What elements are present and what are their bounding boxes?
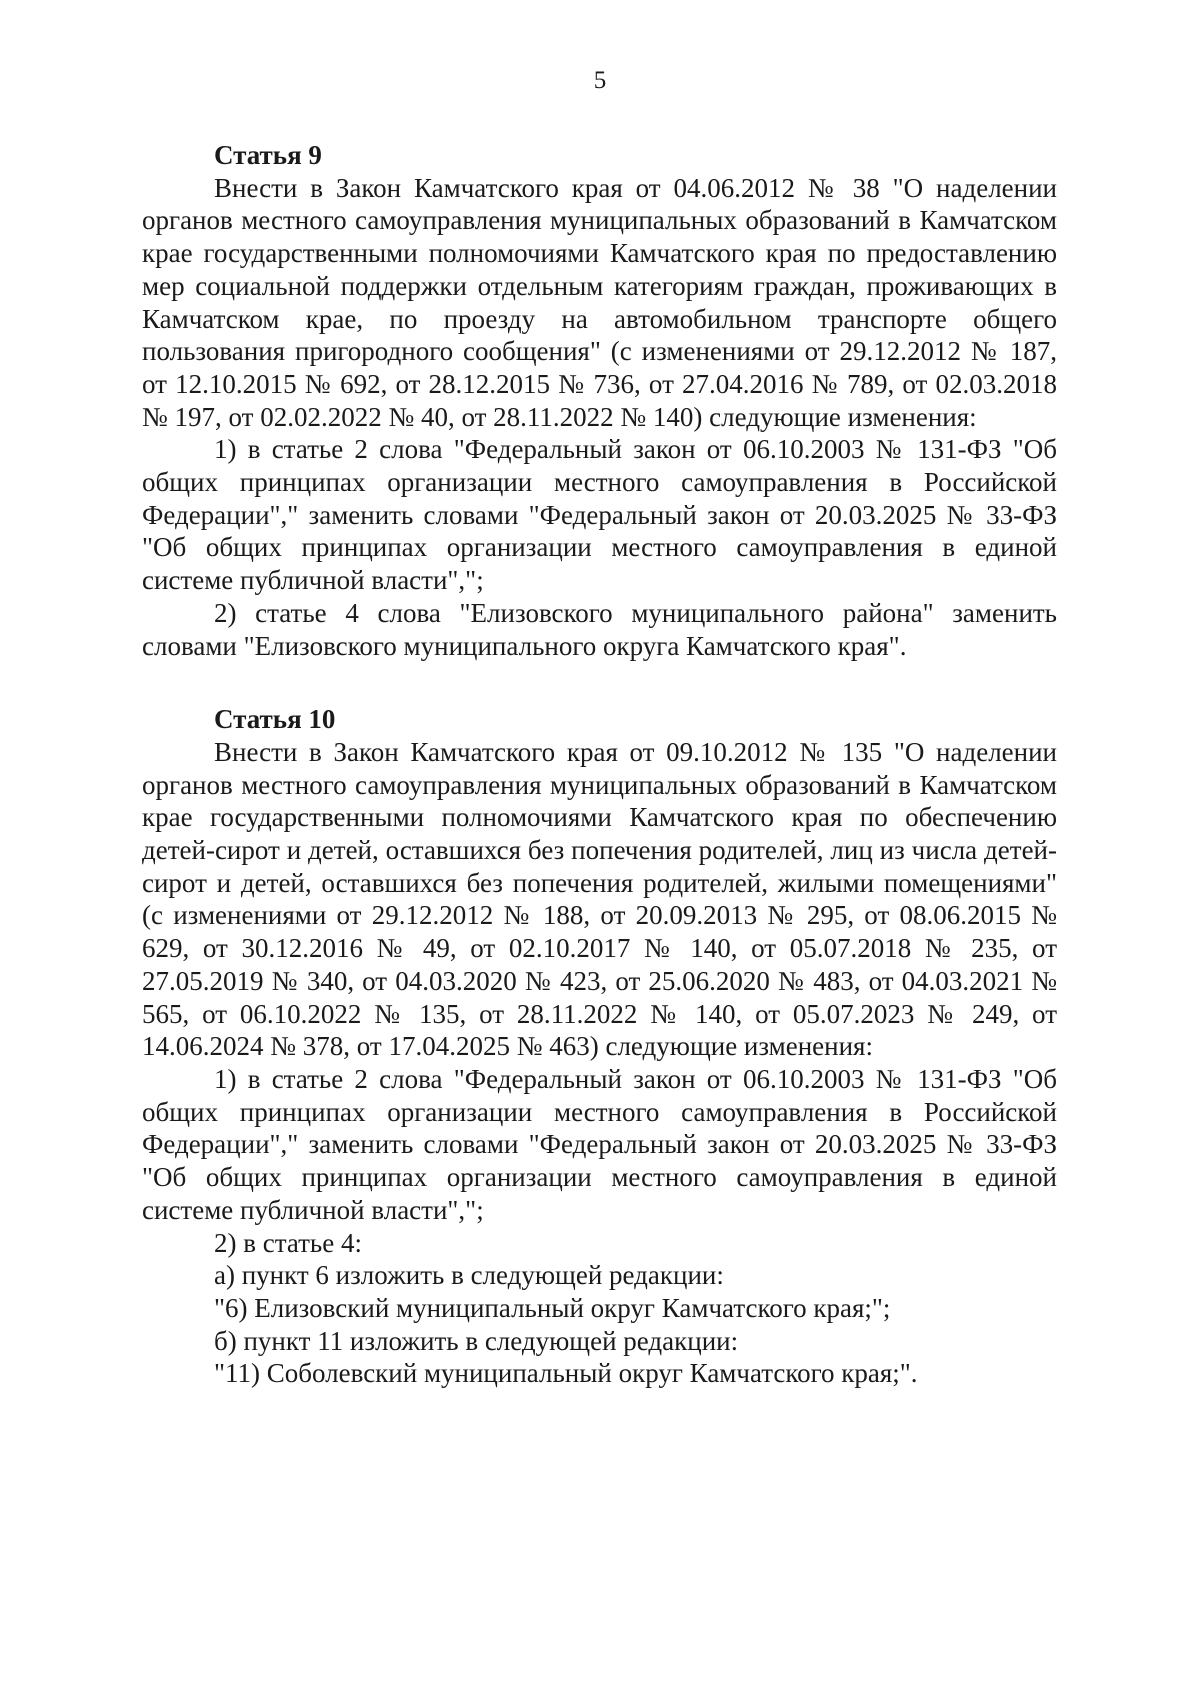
amendment-subitem: б) пункт 11 изложить в следующей редакции: xyxy=(214,1325,739,1356)
amendment-item: 1) в статье 2 слова "Федеральный закон от 06.10.2003 № 131-ФЗ "Об общих принципах организации местного самоуправления в Российской Федерации"," заменить словами "Федеральный закон от 20.03.2025 № 33-ФЗ "Об общих принципах организации местного самоуправления в единой системе публичной власти","; xyxy=(142,434,1057,596)
article-10 xyxy=(142,703,1057,1390)
amendment-item: 1) в статье 2 слова "Федеральный закон от 06.10.2003 № 131-ФЗ "Об общих принципах организации местного самоуправления в Российской Федерации"," заменить словами "Федеральный закон от 20.03.2025 № 33-ФЗ "Об общих принципах организации местного самоуправления в единой системе публичной власти","; xyxy=(142,1063,1057,1225)
amendment-item: 2) в статье 4: xyxy=(214,1227,362,1258)
section-spacer xyxy=(142,662,1057,703)
article-heading: Статья 9 xyxy=(214,140,322,170)
amendment-item: 2) статье 4 слова "Елизовского муниципального района" заменить словами "Елизовского муниципального округа Камчатского края". xyxy=(142,597,1057,661)
article-9 xyxy=(142,139,1057,662)
amendment-subitem: "6) Елизовский муниципальный округ Камчатского края;"; xyxy=(214,1292,891,1323)
amendment-subitem: "11) Соболевский муниципальный округ Камчатского края;". xyxy=(214,1358,918,1389)
article-heading: Статья 10 xyxy=(214,704,336,735)
document-body xyxy=(142,139,1057,1390)
page-number: 5 xyxy=(593,67,607,94)
amendment-subitem: а) пункт 6 изложить в следующей редакции: xyxy=(214,1260,724,1291)
article-paragraph: Внести в Закон Камчатского края от 09.10.2012 № 135 "О наделении органов местного самоуправления муниципальных образований в Камчатском крае государственными полномочиями Камчатского края по обеспечению детей-сирот и детей, оставшихся без попечения родителей, лиц из числа детей-сирот и детей, оставшихся без попечения родителей, жилыми помещениями" (с изменениями от 29.12.2012 № 188, от 20.09.2013 № 295, от 08.06.2015 № 629, от 30.12.2016 № 49, от 02.10.2017 № 140, от 05.07.2018 № 235, от 27.05.2019 № 340, от 04.03.2020 № 423, от 25.06.2020 № 483, от 04.03.2021 № 565, от 06.10.2022 № 135, от 28.11.2022 № 140, от 05.07.2023 № 249, от 14.06.2024 № 378, от 17.04.2025 № 463) следующие изменения: xyxy=(142,736,1057,1062)
article-paragraph: Внести в Закон Камчатского края от 04.06.2012 № 38 "О наделении органов местного самоуправления муниципальных образований в Камчатском крае государственными полномочиями Камчатского края по предоставлению мер социальной поддержки отдельным категориям граждан, проживающих в Камчатском крае, по проезду на автомобильном транспорте общего пользования пригородного сообщения" (с изменениями от 29.12.2012 № 187, от 12.10.2015 № 692, от 28.12.2015 № 736, от 27.04.2016 № 789, от 02.03.2018 № 197, от 02.02.2022 № 40, от 28.11.2022 № 140) следующие изменения: xyxy=(142,172,1057,432)
